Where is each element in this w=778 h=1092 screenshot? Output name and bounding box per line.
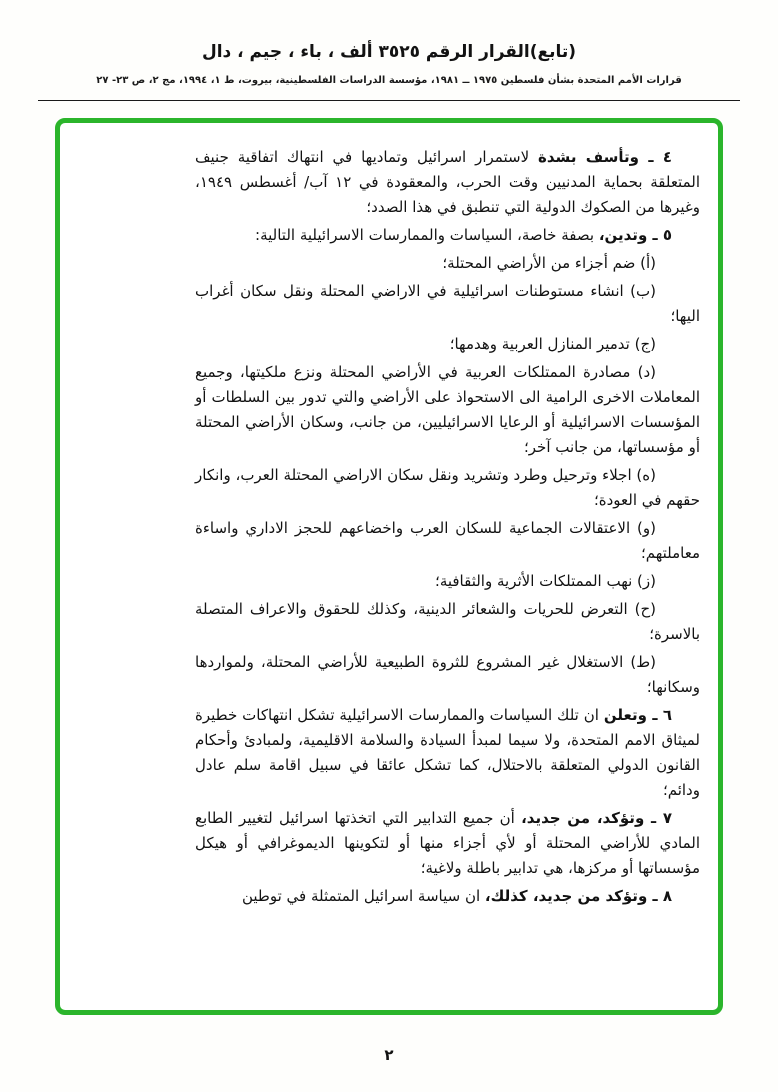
- paragraph-text: (ه) اجلاء وترحيل وطرد وتشريد ونقل سكان الاراضي المحتلة العرب، وانكار حقهم في العودة؛: [195, 466, 700, 509]
- paragraph-lead-text: ٦ ـ وتعلن: [603, 706, 672, 724]
- paragraph-text: لاستمرار اسرائيل وتماديها في انتهاك اتفاقية جنيف المتعلقة بحماية المدنيين وقت الحرب، والمعقودة في ١٢ آب/ أغسطس ١٩٤٩، وغيرها من الصكوك الدولية التي تنطبق في هذا الصدد؛: [195, 148, 700, 216]
- paragraph: [195, 279, 700, 329]
- page-number: ٢: [384, 1046, 394, 1064]
- paragraph-lead-text: ٨ ـ وتؤكد من جديد، كذلك،: [484, 887, 672, 905]
- paragraph-text: (و) الاعتقالات الجماعية للسكان العرب واخضاعهم للحجز الاداري واساءة معاملتهم؛: [195, 519, 700, 562]
- paragraph-text: (د) مصادرة الممتلكات العربية في الأراضي المحتلة ونزع ملكيتها، وجميع المعاملات الاخرى الرامية الى الاستحواذ على الأراضي والتي تدور بين السلطات أو المؤسسات الاسرائيلية أو الرعايا الاسرائيليين، من جانب، وسكان الأراضي المحتلة أو مؤسساتها، من جانب آخر؛: [195, 363, 700, 456]
- paragraph: [195, 703, 700, 803]
- paragraph: [195, 884, 700, 909]
- document-body: [195, 145, 700, 912]
- paragraph: [195, 145, 700, 220]
- paragraph: [195, 332, 700, 357]
- paragraph-text: ان سياسة اسرائيل المتمثلة في توطين: [241, 887, 485, 905]
- paragraph-text: ان تلك السياسات والممارسات الاسرائيلية تشكل انتهاكات خطيرة لميثاق الامم المتحدة، ولا سيما لمبدأ السيادة والسلامة الاقليمية، ولمبادئ وأحكام القانون الدولي المتعلقة بالاحتلال، كما تشكل عائقا في سبيل اقامة سلم عادل ودائم؛: [195, 706, 700, 799]
- paragraph-lead-text: ٧ ـ وتؤكد، من جديد،: [521, 809, 673, 827]
- paragraph-text: (أ) ضم أجزاء من الأراضي المحتلة؛: [442, 254, 656, 272]
- paragraph: [195, 569, 700, 594]
- paragraph-text: أن جميع التدابير التي اتخذتها اسرائيل لتغيير الطابع المادي للأراضي المحتلة أو لأي أجزاء منها أو لتكوينها الديموغرافي أو هيكل مؤسساتها أو مركزها، هي تدابير باطلة ولاغية؛: [195, 809, 700, 877]
- paragraph-text: (ح) التعرض للحريات والشعائر الدينية، وكذلك للحقوق والاعراف المتصلة بالاسرة؛: [195, 600, 700, 643]
- paragraph: [195, 806, 700, 881]
- paragraph: [195, 360, 700, 460]
- paragraph: [195, 650, 700, 700]
- paragraph: [195, 223, 700, 248]
- paragraph: [195, 597, 700, 647]
- document-citation: قرارات الأمم المتحدة بشأن فلسطين ١٩٧٥ ــ ١٩٨١، مؤسسة الدراسات الفلسطينية، بيروت، ط ١، ١٩٩٤، مج ٢، ص ٢٣- ٢٧: [96, 75, 682, 86]
- paragraph-text: (ج) تدمير المنازل العربية وهدمها؛: [449, 335, 656, 353]
- header-divider: [38, 100, 740, 101]
- page-header: [0, 42, 778, 86]
- paragraph-text: (ب) انشاء مستوطنات اسرائيلية في الاراضي المحتلة ونقل سكان أغراب اليها؛: [195, 282, 700, 325]
- paragraph-text: (ط) الاستغلال غير المشروع للثروة الطبيعية للأراضي المحتلة، ولمواردها وسكانها؛: [195, 653, 700, 696]
- paragraph: [195, 516, 700, 566]
- paragraph-lead-text: ٤ ـ وتأسف بشدة: [538, 148, 672, 166]
- paragraph-lead-text: ٥ ـ وتدين،: [598, 226, 672, 244]
- paragraph-text: (ز) نهب الممتلكات الأثرية والثقافية؛: [435, 572, 656, 590]
- document-title: (تابع)القرار الرقم ٣٥٢٥ ألف ، باء ، جيم ، دال: [201, 42, 577, 62]
- paragraph-text: بصفة خاصة، السياسات والممارسات الاسرائيلية التالية:: [255, 226, 599, 244]
- content-frame: [55, 118, 723, 1015]
- paragraph: [195, 463, 700, 513]
- paragraph: [195, 251, 700, 276]
